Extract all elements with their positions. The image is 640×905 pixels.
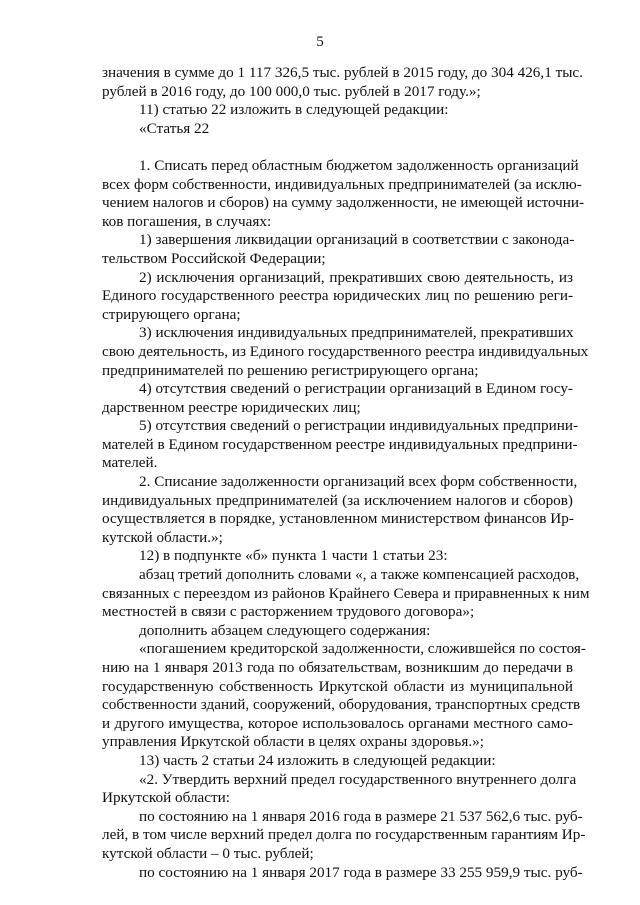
text-line: местностей в связи с расторжением трудового договора»; [102,603,475,621]
paragraph-gap [102,138,573,157]
text-line: по состоянию на 1 января 2017 года в размере 33 255 959,9 тыс. руб- [139,863,583,881]
text-line: 4) отсутствия сведений о регистрации организаций в Едином госу- [139,380,573,398]
text-line: рублей в 2016 году, до 100 000,0 тыс. рублей в 2017 году.»; [102,82,481,100]
text-line: 1) завершения ликвидации организаций в соответствии с законода- [139,231,575,249]
text-line: государственную собственность Иркутской области из муниципальной [102,677,573,695]
text-line: кутской области.»; [102,528,223,546]
text-line: Единого государственного реестра юридических лиц по решению реги- [102,287,573,305]
text-line: мателей. [102,454,158,472]
text-line: управления Иркутской области в целях охраны здоровья.»; [102,733,484,751]
text-line: «погашением кредиторской задолженности, сложившейся по состоя- [139,640,586,658]
text-line: 11) статью 22 изложить в следующей редакции: [139,101,449,119]
text-line: чением налогов и сборов) на сумму задолженности, не имеющей источни- [102,194,585,212]
page-number: 5 [316,34,324,50]
text-line: 1. Списать перед областным бюджетом задолженность организаций [139,156,579,174]
text-line: стрирующего органа; [102,305,241,323]
text-line: свою деятельность, из Единого государственного реестра индивидуальных [102,342,589,360]
text-line: всех форм собственности, индивидуальных предпринимателей (за исклю- [102,175,582,193]
text-line: 2) исключения организаций, прекративших свою деятельность, из [139,268,573,286]
text-line: связанных с переездом из районов Крайнего Севера и приравненных к ним [102,584,590,602]
text-line: собственности зданий, сооружений, оборудования, транспортных средств [102,696,581,714]
text-line: абзац третий дополнить словами «, а также компенсацией расходов, [139,566,580,584]
text-line: осуществляется в порядке, установленном министерством финансов Ир- [102,510,574,528]
text-line: предпринимателей по решению регистрирующего органа; [102,361,479,379]
text-line: 13) часть 2 статьи 24 изложить в следующей редакции: [139,751,496,769]
text-line: ков погашения, в случаях: [102,212,272,230]
document-body [102,64,590,882]
text-line: лей, в том числе верхний предел долга по государственным гарантиям Ир- [102,826,586,844]
text-line: дарственном реестре юридических лиц; [102,398,361,416]
text-line: дополнить абзацем следующего содержания: [139,621,431,639]
text-line: индивидуальных предпринимателей (за исключением налогов и сборов) [102,491,573,509]
text-line: 3) исключения индивидуальных предпринимателей, прекративших [139,324,574,342]
text-line: кутской области – 0 тыс. рублей; [102,844,314,862]
text-line: 5) отсутствия сведений о регистрации индивидуальных предприни- [139,417,579,435]
text-line: тельством Российской Федерации; [102,249,326,267]
text-line: «Статья 22 [139,119,210,137]
text-line: по состоянию на 1 января 2016 года в размере 21 537 562,6 тыс. руб- [139,807,583,825]
text-line: значения в сумме до 1 117 326,5 тыс. рублей в 2015 году, до 304 426,1 тыс. [102,64,583,81]
text-line: и другого имущества, которое использовалось органами местного само- [102,714,573,732]
text-line: «2. Утвердить верхний предел государственного внутреннего долга [139,770,577,788]
text-line: Иркутской области: [102,789,230,807]
text-line: мателей в Едином государственном реестре индивидуальных предприни- [102,435,578,453]
text-line: нию на 1 января 2013 года по обязательствам, возникшим до передачи в [102,659,573,676]
text-line: 2. Списание задолженности организаций всех форм собственности, [139,473,578,491]
text-line: 12) в подпункте «б» пункта 1 части 1 статьи 23: [139,547,448,565]
